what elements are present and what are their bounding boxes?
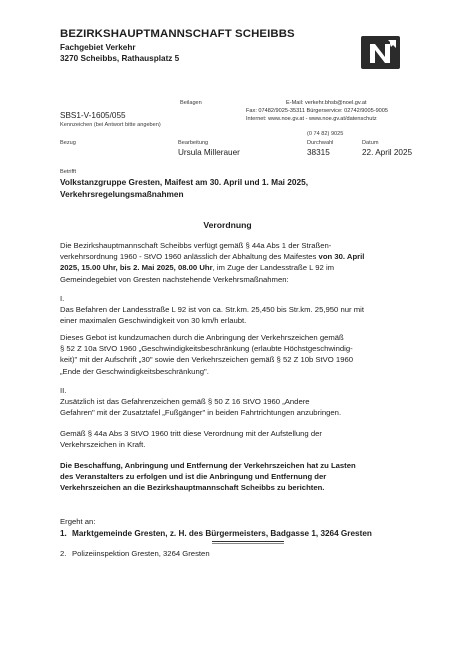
- paragraph-bold-text: von 30. April: [318, 252, 365, 262]
- recipient-item: [60, 529, 372, 538]
- paragraph-line: Verkehrszeichen an die Bezirkshauptmannschaft Scheibbs zu berichten.: [60, 483, 325, 493]
- paragraph-line: Die Beschaffung, Anbringung und Entfernung der Verkehrszeichen hat zu Lasten: [60, 461, 356, 470]
- subject-label: Betrifft: [60, 169, 77, 175]
- paragraph-line: Das Befahren der Landesstraße L 92 ist von ca. Str.km. 25,450 bis Str.km. 25,950 nur mit: [60, 305, 364, 315]
- contact-fax: Fax: 07482/9025-35311 Bürgerservice: 02742/9005-9005: [246, 108, 389, 114]
- paragraph-line: Dieses Gebot ist kundzumachen durch die Anbringung der Verkehrszeichen gemäß: [60, 333, 344, 342]
- bezug-label: Bezug: [60, 140, 76, 146]
- paragraph-section-1: [60, 293, 420, 327]
- paragraph-line: keit)" mit der Aufschrift „30" sowie den Verkehrszeichen gemäß § 52 Z 10b StVO 1960: [60, 355, 354, 365]
- organization-name: BEZIRKSHAUPTMANNSCHAFT SCHEIBBS: [60, 28, 295, 40]
- paragraph-effective: [60, 428, 420, 450]
- paragraph-line: Zusätzlich ist das Gefahrenzeichen gemäß § 50 Z 16 StVO 1960 „Andere: [60, 397, 310, 407]
- recipient-item: [60, 549, 210, 558]
- recipient-text: Marktgemeinde Gresten, z. H. des Bürgermeisters, Badgasse 1, 3264 Gresten: [72, 529, 372, 538]
- paragraph-line: § 52 Z 10a StVO 1960 „Geschwindigkeitsbeschränkung (erlaubte Höchstgeschwindig-: [60, 344, 353, 354]
- contact-email: E-Mail: verkehr.bhsb@noel.gv.at: [286, 100, 367, 106]
- reference-number: SBS1-V-1605/055: [60, 111, 126, 120]
- datum-value: 22. April 2025: [362, 148, 413, 157]
- attachments-label: Beilagen: [180, 100, 202, 106]
- paragraph-line: Gemäß § 44a Abs 3 StVO 1960 tritt diese Verordnung mit der Aufstellung der: [60, 429, 322, 438]
- department-name: Fachgebiet Verkehr: [60, 43, 136, 52]
- datum-label: Datum: [362, 140, 379, 146]
- section-number: I.: [60, 294, 65, 303]
- bearbeitung-value: Ursula Millerauer: [178, 148, 240, 157]
- distribution-label: Ergeht an:: [60, 517, 96, 526]
- paragraph-line: [60, 251, 420, 262]
- recipient-text: Polizeiinspektion Gresten, 3264 Gresten: [72, 549, 210, 558]
- recipient-divider: [212, 541, 284, 542]
- paragraph-section-2: [60, 385, 420, 419]
- contact-internet: Internet: www.noe.gv.at - www.noe.gv.at/datenschutz: [246, 116, 377, 122]
- section-number: II.: [60, 386, 67, 395]
- noe-logo: [361, 36, 400, 69]
- noe-logo-mark-icon: [361, 36, 400, 69]
- subject-line-2: Verkehrsregelungsmaßnahmen: [60, 189, 184, 199]
- heading-text: Verordnung: [203, 220, 252, 230]
- paragraph-line: Verkehrszeichen in Kraft.: [60, 440, 146, 450]
- paragraph-line: Gefahren" mit der Zusatztafel „Fußgänger" in beiden Fahrtrichtungen anzubringen.: [60, 408, 342, 418]
- paragraph-line: einer maximalen Geschwindigkeit von 30 km/h erlaubt.: [60, 316, 247, 326]
- paragraph-line: [60, 262, 420, 273]
- recipient-number: 1.: [60, 529, 67, 538]
- paragraph-line: des Veranstalters zu erfolgen und ist die Anbringung und Entfernung der: [60, 472, 327, 482]
- paragraph-signage: [60, 332, 420, 377]
- paragraph-text: verkehrsordnung 1960 - StVO 1960 anlässlich der Abhaltung des Maifestes: [60, 252, 319, 262]
- paragraph-intro: [60, 240, 420, 285]
- phone-prefix: (0 74 82) 9025: [307, 131, 344, 137]
- durchwahl-label: Durchwahl: [307, 140, 334, 146]
- reference-hint: Kennzeichen (bei Antwort bitte angeben): [60, 122, 161, 128]
- paragraph-costs: [60, 460, 420, 494]
- bearbeitung-label: Bearbeitung: [178, 140, 209, 146]
- paragraph-bold-text: 2025, 15.00 Uhr, bis 2. Mai 2025, 08.00 Uhr: [60, 263, 213, 273]
- document-heading: [0, 220, 465, 230]
- recipient-divider: [212, 543, 284, 544]
- subject-line-1: Volkstanzgruppe Gresten, Maifest am 30. April und 1. Mai 2025,: [60, 177, 309, 187]
- paragraph-line: Gemeindegebiet von Gresten nachstehende Verkehrsmaßnahmen:: [60, 274, 289, 284]
- paragraph-line: „Ende der Geschwindigkeitsbeschränkung".: [60, 366, 209, 376]
- paragraph-line: Die Bezirkshauptmannschaft Scheibbs verfügt gemäß § 44a Abs 1 der Straßen-: [60, 241, 332, 250]
- durchwahl-value: 38315: [307, 148, 330, 157]
- paragraph-text: , im Zuge der Landesstraße L 92 im: [212, 263, 335, 273]
- organization-address: 3270 Scheibbs, Rathausplatz 5: [60, 54, 180, 63]
- recipient-number: 2.: [60, 549, 67, 558]
